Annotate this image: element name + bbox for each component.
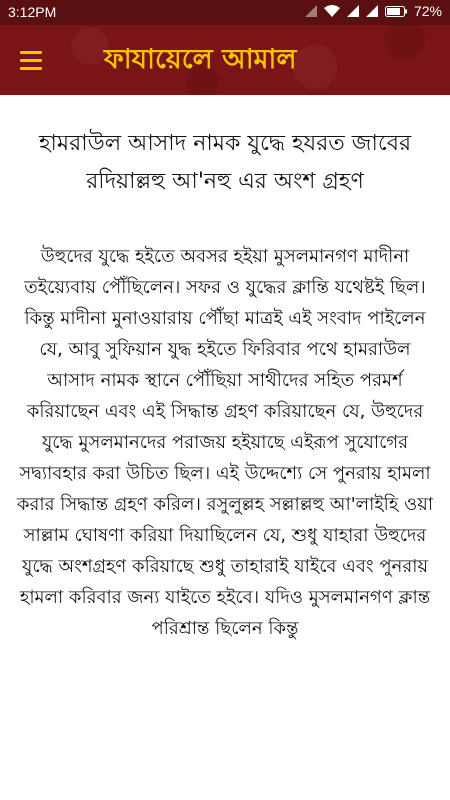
signal-icon bbox=[347, 5, 359, 17]
app-title: ফাযায়েলে আমাল bbox=[104, 44, 297, 75]
hamburger-menu-icon[interactable] bbox=[14, 43, 48, 77]
status-time: 3:12PM bbox=[8, 4, 57, 20]
status-bar bbox=[0, 0, 450, 25]
article-title: হামরাউল আসাদ নামক যুদ্ধে হযরত জাবের রদিয়াল্লহু আ'নহু এর অংশ গ্রহণ bbox=[38, 131, 412, 194]
wifi-icon bbox=[324, 5, 340, 17]
app-bar bbox=[0, 25, 450, 95]
article-body: উহুদের যুদ্ধে হইতে অবসর হইয়া মুসলমানগণ মাদীনা তইয়্যেবায় পৌঁছিলেন। সফর ও যুদ্ধের ক্লান্তি যথেষ্টই ছিল। কিন্তু মাদীনা মুনাওয়ারায় পৌঁছা মাত্রই এই সংবাদ পাইলেন যে, আবু সুফিয়ান যুদ্ধ হইতে ফিরিবার পথে হামরাউল আসাদ নামক স্থানে পৌঁছিয়া সাথীদের সহিত পরমর্শ করিয়াছেন এবং এই সিদ্ধান্ত গ্রহণ করিয়াছেন যে, উহুদের যুদ্ধে মুসলমানদের পরাজয় হইয়াছে এইরূপ সুযোগের সদ্ব্যাবহার করা উচিত ছিল। এই উদ্দেশ্যে সে পুনরায় হামলা করার সিদ্ধান্ত গ্রহণ করিল। রসুলুল্লহ সল্লাল্লহু আ'লাইহি ওয়া সাল্লাম ঘোষণা করিয়া দিয়াছিলেন যে, শুধু যাহারা উহুদের যুদ্ধে অংশগ্রহণ করিয়াছে শুধু তাহারাই যাইবে এবং পুনরায় হামলা করিবার জন্য যাইতে হইবে। যদিও মুসলমানগণ ক্লান্ত পরিশ্রান্ত ছিলেন কিন্তু bbox=[16, 246, 434, 639]
signal-icon bbox=[366, 5, 378, 17]
signal-icon bbox=[305, 5, 317, 17]
battery-percent: 72% bbox=[413, 3, 442, 19]
article-scroll-area[interactable] bbox=[0, 95, 450, 800]
status-icons bbox=[305, 3, 442, 19]
battery-icon bbox=[385, 6, 407, 17]
